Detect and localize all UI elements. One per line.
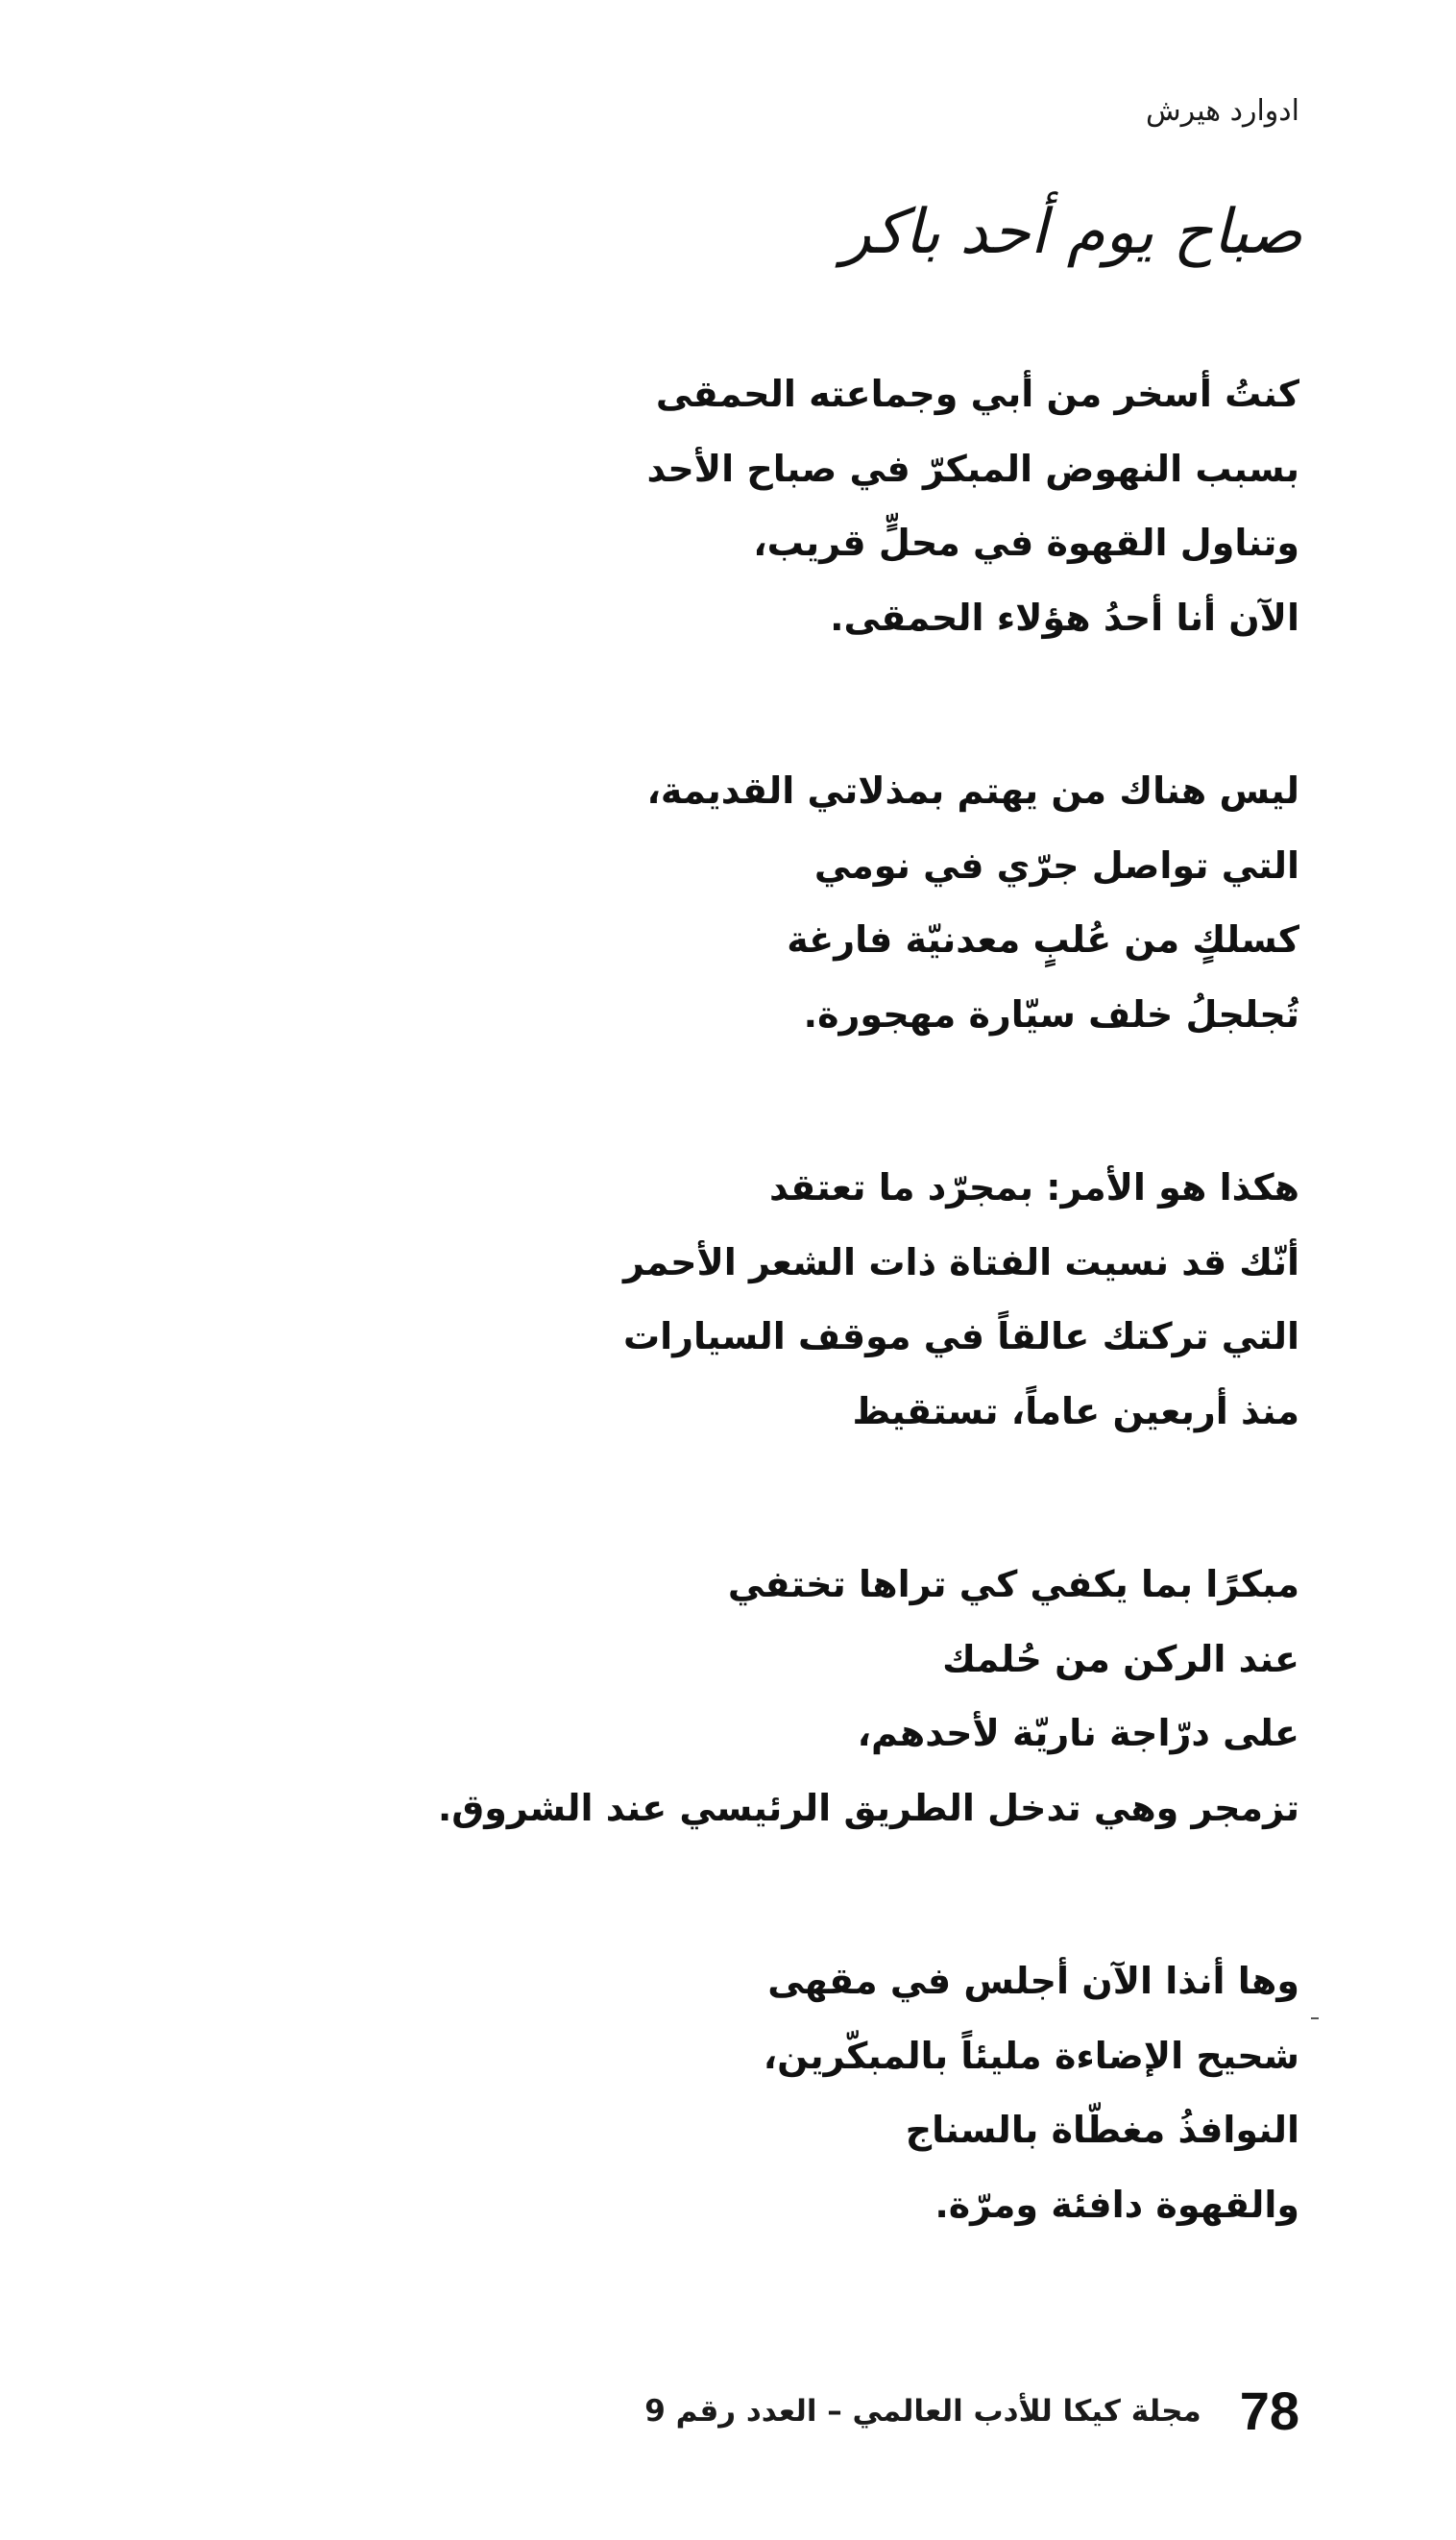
poem-line: وتناول القهوة في محلٍّ قريب، [753, 522, 1299, 564]
poem-line: كسلكٍ من عُلبٍ معدنيّة فارغة [787, 918, 1299, 961]
author-name: ادوارد هيرش [1146, 94, 1299, 128]
poem-body [147, 357, 1299, 2242]
poem-line: أنّك قد نسيت الفتاة ذات الشعر الأحمر [622, 1240, 1299, 1283]
poem-line: كنتُ أسخر من أبي وجماعته الحمقى [655, 373, 1299, 415]
journal-name: مجلة كيكا للأدب العالمي – العدد رقم 9 [644, 2394, 1201, 2429]
poem-line: على درّاجة ناريّة لأحدهم، [857, 1712, 1299, 1754]
poem-line: تُجلجلُ خلف سيّارة مهجورة. [803, 992, 1299, 1036]
poem-line: التي تواصل جرّي في نومي [813, 843, 1299, 887]
poem-line: منذ أربعين عاماً، تستقيظ [852, 1389, 1299, 1432]
stanza [147, 1548, 1299, 1845]
poem-line: ليس هناك من يهتم بمذلاتي القديمة، [646, 769, 1299, 812]
poem-line: تزمجر وهي تدخل الطريق الرئيسي عند الشروق. [437, 1786, 1299, 1829]
page-number: 78 [1239, 2381, 1299, 2441]
poem-line: والقهوة دافئة ومرّة. [934, 2183, 1299, 2226]
poem-line: الآن أنا أحدُ هؤلاء الحمقى. [830, 596, 1299, 639]
poem-line: التي تركتك عالقاً في موقف السيارات [622, 1315, 1299, 1357]
stanza [147, 357, 1299, 655]
poem-title: صباح يوم أحد باكر [840, 197, 1302, 268]
page-footer [644, 2381, 1299, 2441]
poem-line: عند الركن من حُلمك [942, 1637, 1299, 1680]
poem-line: وها أنذا الآن أجلس في مقهى [767, 1960, 1299, 2002]
poem-line: شحيح الإضاءة مليئاً بالمبكّرين، [763, 2034, 1299, 2077]
poem-line: هكذا هو الأمر: بمجرّد ما تعتقد [768, 1166, 1299, 1209]
poem-line: بسبب النهوض المبكرّ في صباح الأحد [646, 447, 1299, 490]
poem-line: مبكرًا بما يكفي كي تراها تختفي [727, 1563, 1299, 1605]
stray-ink-mark [1311, 2017, 1319, 2019]
stanza [147, 1151, 1299, 1449]
stanza [147, 1944, 1299, 2242]
poem-line: النوافذُ مغطّاة بالسناج [905, 2109, 1299, 2151]
stanza [147, 754, 1299, 1052]
